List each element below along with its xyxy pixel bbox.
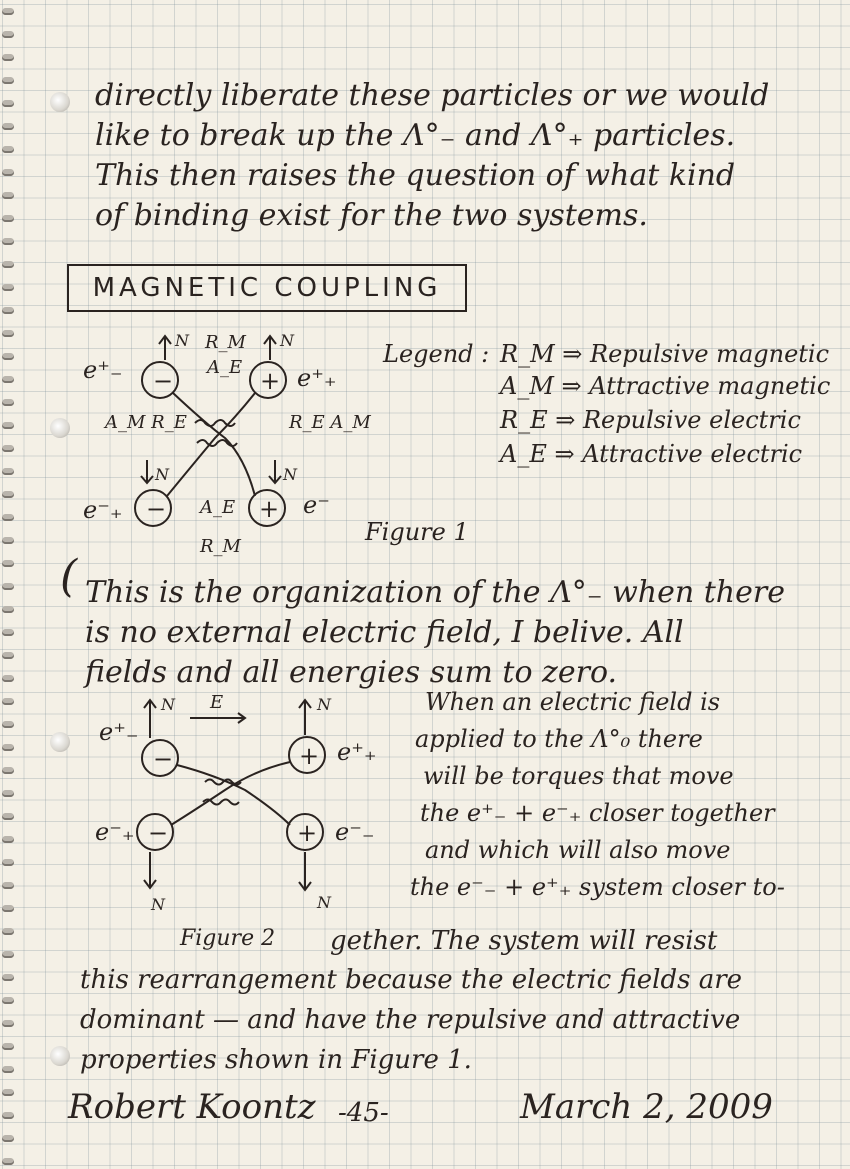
charge-label: e⁻₊ bbox=[95, 818, 135, 846]
north-label: N bbox=[155, 465, 169, 484]
spiral-coil bbox=[2, 123, 14, 130]
paragraph-organization bbox=[85, 575, 785, 695]
legend-title: Legend : bbox=[383, 340, 490, 368]
text-line: directly liberate these particles or we would bbox=[95, 78, 770, 113]
north-arrow bbox=[159, 336, 171, 360]
spiral-coil bbox=[2, 1158, 14, 1165]
text-line: fields and all energies sum to zero. bbox=[85, 655, 618, 690]
punch-hole bbox=[50, 418, 70, 438]
paragraph-intro bbox=[95, 78, 795, 238]
north-label: N bbox=[161, 695, 175, 714]
punch-hole bbox=[50, 92, 70, 112]
spiral-coil bbox=[2, 169, 14, 176]
force-label: R_E A_M bbox=[289, 412, 371, 433]
charge-label: e⁺₊ bbox=[297, 364, 337, 392]
figure-caption: Figure 2 bbox=[180, 926, 276, 951]
legend-item: A_M ⇒ Attractive magnetic bbox=[500, 372, 831, 400]
north-label: N bbox=[317, 695, 331, 714]
force-label: R_M bbox=[200, 536, 241, 557]
spiral-coil bbox=[2, 836, 14, 843]
spiral-coil bbox=[2, 31, 14, 38]
north-arrow bbox=[144, 700, 156, 738]
punch-hole bbox=[50, 1046, 70, 1066]
text-line: of binding exist for the two systems. bbox=[95, 198, 648, 233]
spiral-coil bbox=[2, 1135, 14, 1142]
spiral-coil bbox=[2, 1043, 14, 1050]
north-label: N bbox=[151, 895, 165, 914]
north-arrow bbox=[269, 460, 281, 483]
text-line: the e⁻₋ + e⁺₊ system closer to- bbox=[410, 873, 785, 901]
spiral-coil bbox=[2, 721, 14, 728]
paragraph-electric-field bbox=[410, 688, 815, 912]
spiral-coil bbox=[2, 238, 14, 245]
spiral-coil bbox=[2, 675, 14, 682]
spiral-coil bbox=[2, 514, 14, 521]
coupling-line bbox=[171, 762, 290, 825]
coupling-line bbox=[167, 393, 255, 496]
spiral-coil bbox=[2, 100, 14, 107]
spiral-coil bbox=[2, 882, 14, 889]
spiral-coil bbox=[2, 928, 14, 935]
coupling-line bbox=[177, 765, 290, 825]
charge-label: e⁻₋ bbox=[335, 818, 375, 846]
spiral-coil bbox=[2, 54, 14, 61]
text-line: gether. The system will resist bbox=[330, 926, 718, 956]
spiral-coil bbox=[2, 445, 14, 452]
text-line: is no external electric field, I belive. All bbox=[85, 615, 684, 650]
spiral-binding bbox=[0, 0, 18, 1169]
legend-item: R_M ⇒ Repulsive magnetic bbox=[500, 340, 830, 368]
spiral-coil bbox=[2, 468, 14, 475]
force-label: A_E bbox=[207, 357, 243, 378]
spiral-coil bbox=[2, 537, 14, 544]
north-arrow bbox=[299, 852, 311, 890]
efield-label: E bbox=[210, 692, 224, 713]
spiral-coil bbox=[2, 813, 14, 820]
force-label: A_M R_E bbox=[105, 412, 187, 433]
figure-2 bbox=[95, 690, 415, 950]
spiral-coil bbox=[2, 951, 14, 958]
spiral-coil bbox=[2, 284, 14, 291]
spiral-coil bbox=[2, 583, 14, 590]
spiral-coil bbox=[2, 192, 14, 199]
date: March 2, 2009 bbox=[520, 1087, 773, 1127]
legend-meaning: Repulsive magnetic bbox=[590, 340, 830, 368]
text-line: this rearrangement because the electric fields are bbox=[80, 965, 743, 995]
text-line: When an electric field is bbox=[425, 688, 721, 716]
north-arrow bbox=[144, 852, 156, 888]
node-sign: − bbox=[148, 819, 169, 847]
paragraph-rearrangement bbox=[80, 965, 780, 1085]
legend-key: R_M bbox=[500, 340, 555, 368]
spiral-coil bbox=[2, 261, 14, 268]
legend-key: A_M bbox=[500, 372, 554, 400]
legend-key: A_E bbox=[500, 440, 547, 468]
force-label: R_M bbox=[205, 332, 246, 353]
spiral-coil bbox=[2, 215, 14, 222]
signature: Robert Koontz bbox=[68, 1087, 316, 1127]
text-line: This is the organization of the Λ°₋ when there bbox=[85, 575, 785, 610]
spiral-coil bbox=[2, 491, 14, 498]
spiral-coil bbox=[2, 698, 14, 705]
spiral-coil bbox=[2, 560, 14, 567]
spiral-coil bbox=[2, 997, 14, 1004]
spiral-coil bbox=[2, 1066, 14, 1073]
node-sign: − bbox=[153, 367, 174, 395]
charge-label: e⁺₊ bbox=[337, 738, 377, 766]
node-sign: − bbox=[153, 745, 174, 773]
spiral-coil bbox=[2, 353, 14, 360]
page-number: -45- bbox=[338, 1098, 389, 1128]
node-sign: − bbox=[146, 495, 167, 523]
spiral-coil bbox=[2, 606, 14, 613]
spiral-coil bbox=[2, 376, 14, 383]
north-arrow bbox=[264, 336, 276, 360]
spiral-coil bbox=[2, 790, 14, 797]
spiral-coil bbox=[2, 399, 14, 406]
node-sign: + bbox=[259, 495, 280, 523]
spiral-coil bbox=[2, 652, 14, 659]
spiral-coil bbox=[2, 330, 14, 337]
text-line: the e⁺₋ + e⁻₊ closer together bbox=[420, 799, 775, 827]
legend-meaning: Attractive magnetic bbox=[589, 372, 831, 400]
spiral-coil bbox=[2, 1089, 14, 1096]
text-line: applied to the Λ°₀ there bbox=[415, 725, 703, 753]
section-title: MAGNETIC COUPLING bbox=[67, 264, 467, 312]
efield-arrow bbox=[190, 713, 245, 723]
spiral-coil bbox=[2, 767, 14, 774]
spiral-coil bbox=[2, 905, 14, 912]
text-line: dominant — and have the repulsive and attractive bbox=[80, 1005, 741, 1035]
spiral-coil bbox=[2, 422, 14, 429]
figure-caption: Figure 1 bbox=[365, 518, 469, 546]
node-sign: + bbox=[297, 819, 318, 847]
legend-meaning: Attractive electric bbox=[582, 440, 803, 468]
spiral-coil bbox=[2, 146, 14, 153]
node-sign: + bbox=[299, 742, 320, 770]
spiral-coil bbox=[2, 307, 14, 314]
charge-label: e⁻ bbox=[303, 491, 330, 519]
force-label: A_E bbox=[200, 497, 236, 518]
node-sign: + bbox=[260, 367, 281, 395]
spiral-coil bbox=[2, 1112, 14, 1119]
text-line: This then raises the question of what kind bbox=[95, 158, 736, 193]
spiral-coil bbox=[2, 744, 14, 751]
north-label: N bbox=[175, 331, 189, 350]
charge-label: e⁻₊ bbox=[83, 496, 123, 524]
bracket-mark: ( bbox=[60, 551, 78, 602]
north-label: N bbox=[317, 893, 331, 912]
legend-item: R_E ⇒ Repulsive electric bbox=[500, 406, 801, 434]
text-line: properties shown in Figure 1. bbox=[80, 1045, 472, 1075]
coil bbox=[195, 420, 237, 446]
legend-meaning: Repulsive electric bbox=[582, 406, 801, 434]
spiral-coil bbox=[2, 629, 14, 636]
north-label: N bbox=[283, 465, 297, 484]
text-line: like to break up the Λ°₋ and Λ°₊ particles. bbox=[95, 118, 736, 153]
text-line: will be torques that move bbox=[423, 762, 734, 790]
spiral-coil bbox=[2, 8, 14, 15]
north-arrow bbox=[299, 700, 311, 735]
north-arrow bbox=[141, 460, 153, 483]
charge-label: e⁺₋ bbox=[99, 718, 139, 746]
text-line: and which will also move bbox=[425, 836, 731, 864]
punch-hole bbox=[50, 732, 70, 752]
legend-key: R_E bbox=[500, 406, 548, 434]
charge-label: e⁺₋ bbox=[83, 356, 123, 384]
spiral-coil bbox=[2, 974, 14, 981]
spiral-coil bbox=[2, 77, 14, 84]
spiral-coil bbox=[2, 859, 14, 866]
spiral-coil bbox=[2, 1020, 14, 1027]
north-label: N bbox=[280, 331, 294, 350]
legend-item: A_E ⇒ Attractive electric bbox=[500, 440, 803, 468]
